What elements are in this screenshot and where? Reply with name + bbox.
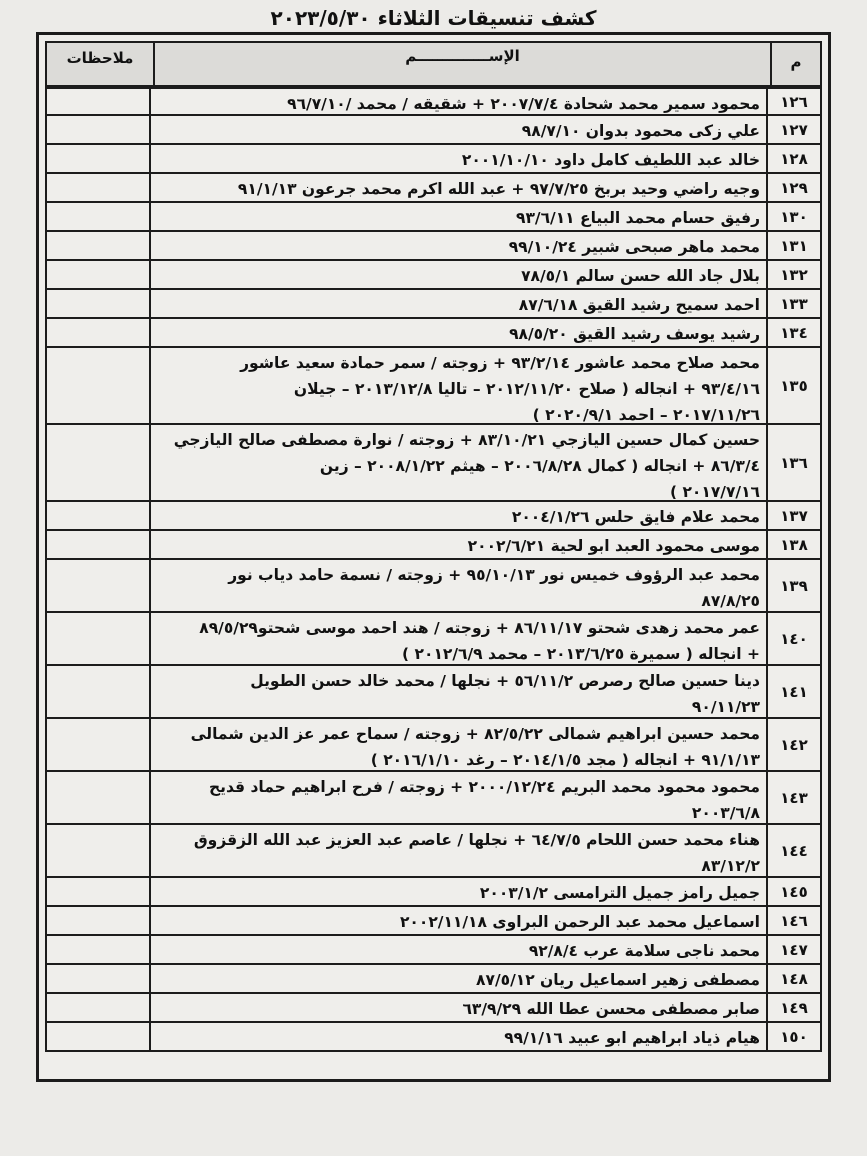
name-line: حسين كمال حسين اليازجي ٨٣/١٠/٢١ + زوجته / نوارة مصطفى صالح اليازجي bbox=[173, 431, 760, 449]
name-cell bbox=[151, 560, 766, 611]
name-line: محمد صلاح محمد عاشور ٩٣/٢/١٤ + زوجته / سمر حمادة سعيد عاشور bbox=[240, 354, 760, 372]
table-row bbox=[45, 87, 822, 116]
notes-cell bbox=[45, 994, 151, 1021]
name-line: اسماعيل محمد عبد الرحمن البراوى ٢٠٠٢/١١/١٨ bbox=[399, 913, 760, 931]
table-row bbox=[45, 825, 822, 878]
name-line: ٢٠١٧/١١/٢٦ – احمد ٢٠٢٠/٩/١ ) bbox=[532, 406, 760, 423]
table-row bbox=[45, 145, 822, 174]
name-column-header: الإســــــــــــــم bbox=[155, 43, 772, 85]
name-line: خالد عبد اللطيف كامل داود ٢٠٠١/١٠/١٠ bbox=[461, 151, 760, 169]
name-line: موسى محمود العبد ابو لحية ٢٠٠٢/٦/٢١ bbox=[467, 537, 760, 555]
notes-cell bbox=[45, 719, 151, 770]
notes-cell bbox=[45, 613, 151, 664]
row-number: ١٤٧ bbox=[766, 936, 822, 963]
table-row bbox=[45, 965, 822, 994]
notes-cell bbox=[45, 1023, 151, 1050]
notes-cell bbox=[45, 936, 151, 963]
row-number: ١٤١ bbox=[766, 666, 822, 717]
row-number: ١٢٦ bbox=[766, 89, 822, 114]
name-line: بلال جاد الله حسن سالم ٧٨/٥/١ bbox=[521, 267, 760, 285]
row-number: ١٣٤ bbox=[766, 319, 822, 346]
name-cell bbox=[151, 502, 766, 529]
notes-cell bbox=[45, 232, 151, 259]
table-row bbox=[45, 719, 822, 772]
table-row bbox=[45, 878, 822, 907]
name-line: ٢٠٠٣/٦/٨ bbox=[691, 804, 760, 822]
table-row bbox=[45, 203, 822, 232]
row-number: ١٣٠ bbox=[766, 203, 822, 230]
table-header bbox=[45, 41, 822, 87]
table-row bbox=[45, 666, 822, 719]
name-cell bbox=[151, 666, 766, 717]
notes-cell bbox=[45, 878, 151, 905]
table-row bbox=[45, 772, 822, 825]
table-body bbox=[45, 87, 822, 1052]
table-row bbox=[45, 613, 822, 666]
table-row bbox=[45, 319, 822, 348]
notes-cell bbox=[45, 502, 151, 529]
row-number: ١٣٩ bbox=[766, 560, 822, 611]
row-number: ١٤٤ bbox=[766, 825, 822, 876]
notes-cell bbox=[45, 348, 151, 423]
table-row bbox=[45, 1023, 822, 1052]
table-row bbox=[45, 907, 822, 936]
row-number: ١٢٨ bbox=[766, 145, 822, 172]
name-cell bbox=[151, 319, 766, 346]
name-line: محمود سمير محمد شحادة ٢٠٠٧/٧/٤ + شقيقه / محمد /٩٦/٧/١٠ bbox=[287, 95, 760, 113]
name-line: ٨٦/٣/٤ + انجاله ( كمال ٢٠٠٦/٨/٢٨ – هيثم ٢٠٠٨/١/٢٢ – زين bbox=[319, 457, 760, 475]
schedule-sheet bbox=[36, 32, 831, 1082]
row-number: ١٣١ bbox=[766, 232, 822, 259]
table-row bbox=[45, 994, 822, 1023]
name-cell bbox=[151, 907, 766, 934]
name-cell bbox=[151, 613, 766, 664]
name-line: ٨٧/٨/٢٥ bbox=[701, 592, 760, 610]
row-number: ١٣٣ bbox=[766, 290, 822, 317]
name-line: مصطفى زهير اسماعيل ريان ٨٧/٥/١٢ bbox=[476, 971, 760, 989]
notes-cell bbox=[45, 666, 151, 717]
notes-cell bbox=[45, 203, 151, 230]
row-number: ١٤٠ bbox=[766, 613, 822, 664]
name-cell bbox=[151, 965, 766, 992]
table-row bbox=[45, 531, 822, 560]
name-line: ٩١/١/١٣ + انجاله ( مجد ٢٠١٤/١/٥ – رغد ٢٠١٦/١/١٠ ) bbox=[370, 751, 760, 769]
name-line: صابر مصطفى محسن عطا الله ٦٣/٩/٢٩ bbox=[462, 1000, 760, 1018]
row-number: ١٤٨ bbox=[766, 965, 822, 992]
name-cell bbox=[151, 203, 766, 230]
table-row bbox=[45, 174, 822, 203]
name-line: دينا حسين صالح رصرص ٥٦/١١/٢ + نجلها / محمد خالد حسن الطويل bbox=[250, 672, 760, 690]
name-line: محمد حسين ابراهيم شمالى ٨٢/٥/٢٢ + زوجته / سماح عمر عز الدين شمالى bbox=[190, 725, 760, 743]
name-cell bbox=[151, 531, 766, 558]
name-line: ٩٠/١١/٢٣ bbox=[691, 698, 760, 716]
row-number: ١٣٢ bbox=[766, 261, 822, 288]
name-line: احمد سميح رشيد القيق ٨٧/٦/١٨ bbox=[518, 296, 760, 314]
name-cell bbox=[151, 825, 766, 876]
table-row bbox=[45, 348, 822, 425]
name-line: ٢٠١٧/٧/١٦ ) bbox=[669, 483, 760, 500]
name-cell bbox=[151, 936, 766, 963]
name-cell bbox=[151, 719, 766, 770]
row-number: ١٢٩ bbox=[766, 174, 822, 201]
table-row bbox=[45, 425, 822, 502]
row-number: ١٣٦ bbox=[766, 425, 822, 500]
name-line: عمر محمد زهدى شحتو ٨٦/١١/١٧ + زوجته / هند احمد موسى شحتو٨٩/٥/٢٩ bbox=[199, 619, 760, 637]
name-line: هناء محمد حسن اللحام ٦٤/٧/٥ + نجلها / عاصم عبد العزيز عبد الله الزقزوق bbox=[193, 831, 760, 849]
notes-cell bbox=[45, 145, 151, 172]
notes-cell bbox=[45, 825, 151, 876]
notes-cell bbox=[45, 261, 151, 288]
page-title: كشف تنسيقات الثلاثاء ٢٠٢٣/٥/٣٠ bbox=[270, 6, 597, 30]
table-row bbox=[45, 290, 822, 319]
row-number: ١٢٧ bbox=[766, 116, 822, 143]
row-number: ١٣٧ bbox=[766, 502, 822, 529]
table-row bbox=[45, 502, 822, 531]
name-line: محمد ناجى سلامة عرب ٩٢/٨/٤ bbox=[528, 942, 760, 960]
name-cell bbox=[151, 772, 766, 823]
notes-cell bbox=[45, 116, 151, 143]
name-cell bbox=[151, 145, 766, 172]
name-cell bbox=[151, 89, 766, 114]
name-line: هيام ذياد ابراهيم ابو عبيد ٩٩/١/١٦ bbox=[504, 1029, 760, 1047]
row-number: ١٤٢ bbox=[766, 719, 822, 770]
name-cell bbox=[151, 425, 766, 500]
notes-cell bbox=[45, 290, 151, 317]
name-line: وجيه راضي وحيد بربخ ٩٧/٧/٢٥ + عبد الله اكرم محمد جرعون ٩١/١/١٣ bbox=[237, 180, 760, 198]
name-cell bbox=[151, 174, 766, 201]
name-cell bbox=[151, 878, 766, 905]
name-cell bbox=[151, 261, 766, 288]
name-cell bbox=[151, 290, 766, 317]
notes-cell bbox=[45, 531, 151, 558]
number-column-header: م bbox=[790, 53, 802, 71]
row-number: ١٣٨ bbox=[766, 531, 822, 558]
table-row bbox=[45, 560, 822, 613]
name-line: + انجاله ( سميرة ٢٠١٣/٦/٢٥ – محمد ٢٠١٢/٦/٩ ) bbox=[402, 645, 760, 663]
name-line: ٩٣/٤/١٦ + انجاله ( صلاح ٢٠١٢/١١/٢٠ – تاليا ٢٠١٣/١٢/٨ – جيلان bbox=[293, 380, 760, 398]
name-cell bbox=[151, 1023, 766, 1050]
notes-cell bbox=[45, 89, 151, 114]
row-number: ١٤٦ bbox=[766, 907, 822, 934]
name-line: رشيد يوسف رشيد القيق ٩٨/٥/٢٠ bbox=[509, 325, 760, 343]
name-line: محمد علام فايق حلس ٢٠٠٤/١/٢٦ bbox=[511, 508, 760, 526]
table-row bbox=[45, 261, 822, 290]
name-cell bbox=[151, 994, 766, 1021]
name-line: محمود محمود محمد البريم ٢٠٠٠/١٢/٢٤ + زوجته / فرح ابراهيم حماد قديح bbox=[208, 778, 760, 796]
table-row bbox=[45, 116, 822, 145]
notes-cell bbox=[45, 174, 151, 201]
row-number: ١٣٥ bbox=[766, 348, 822, 423]
name-cell bbox=[151, 232, 766, 259]
name-line: محمد عبد الرؤوف خميس نور ٩٥/١٠/١٣ + زوجته / نسمة حامد دياب نور bbox=[228, 566, 760, 584]
row-number: ١٤٣ bbox=[766, 772, 822, 823]
row-number: ١٤٥ bbox=[766, 878, 822, 905]
notes-cell bbox=[45, 560, 151, 611]
row-number: ١٥٠ bbox=[766, 1023, 822, 1050]
notes-column-header: ملاحظات bbox=[47, 43, 155, 85]
notes-cell bbox=[45, 965, 151, 992]
row-number: ١٤٩ bbox=[766, 994, 822, 1021]
name-cell bbox=[151, 348, 766, 423]
notes-cell bbox=[45, 907, 151, 934]
name-line: علي زكى محمود بدوان ٩٨/٧/١٠ bbox=[521, 122, 760, 140]
notes-cell bbox=[45, 425, 151, 500]
name-line: محمد ماهر صبحى شبير ٩٩/١٠/٢٤ bbox=[508, 238, 760, 256]
notes-cell bbox=[45, 772, 151, 823]
notes-cell bbox=[45, 319, 151, 346]
table-row bbox=[45, 232, 822, 261]
name-cell bbox=[151, 116, 766, 143]
table-row bbox=[45, 936, 822, 965]
name-line: ٨٣/١٢/٢ bbox=[701, 857, 760, 875]
name-line: جميل رامز جميل الترامسى ٢٠٠٣/١/٢ bbox=[479, 884, 760, 902]
name-line: رفيق حسام محمد البياع ٩٣/٦/١١ bbox=[515, 209, 760, 227]
